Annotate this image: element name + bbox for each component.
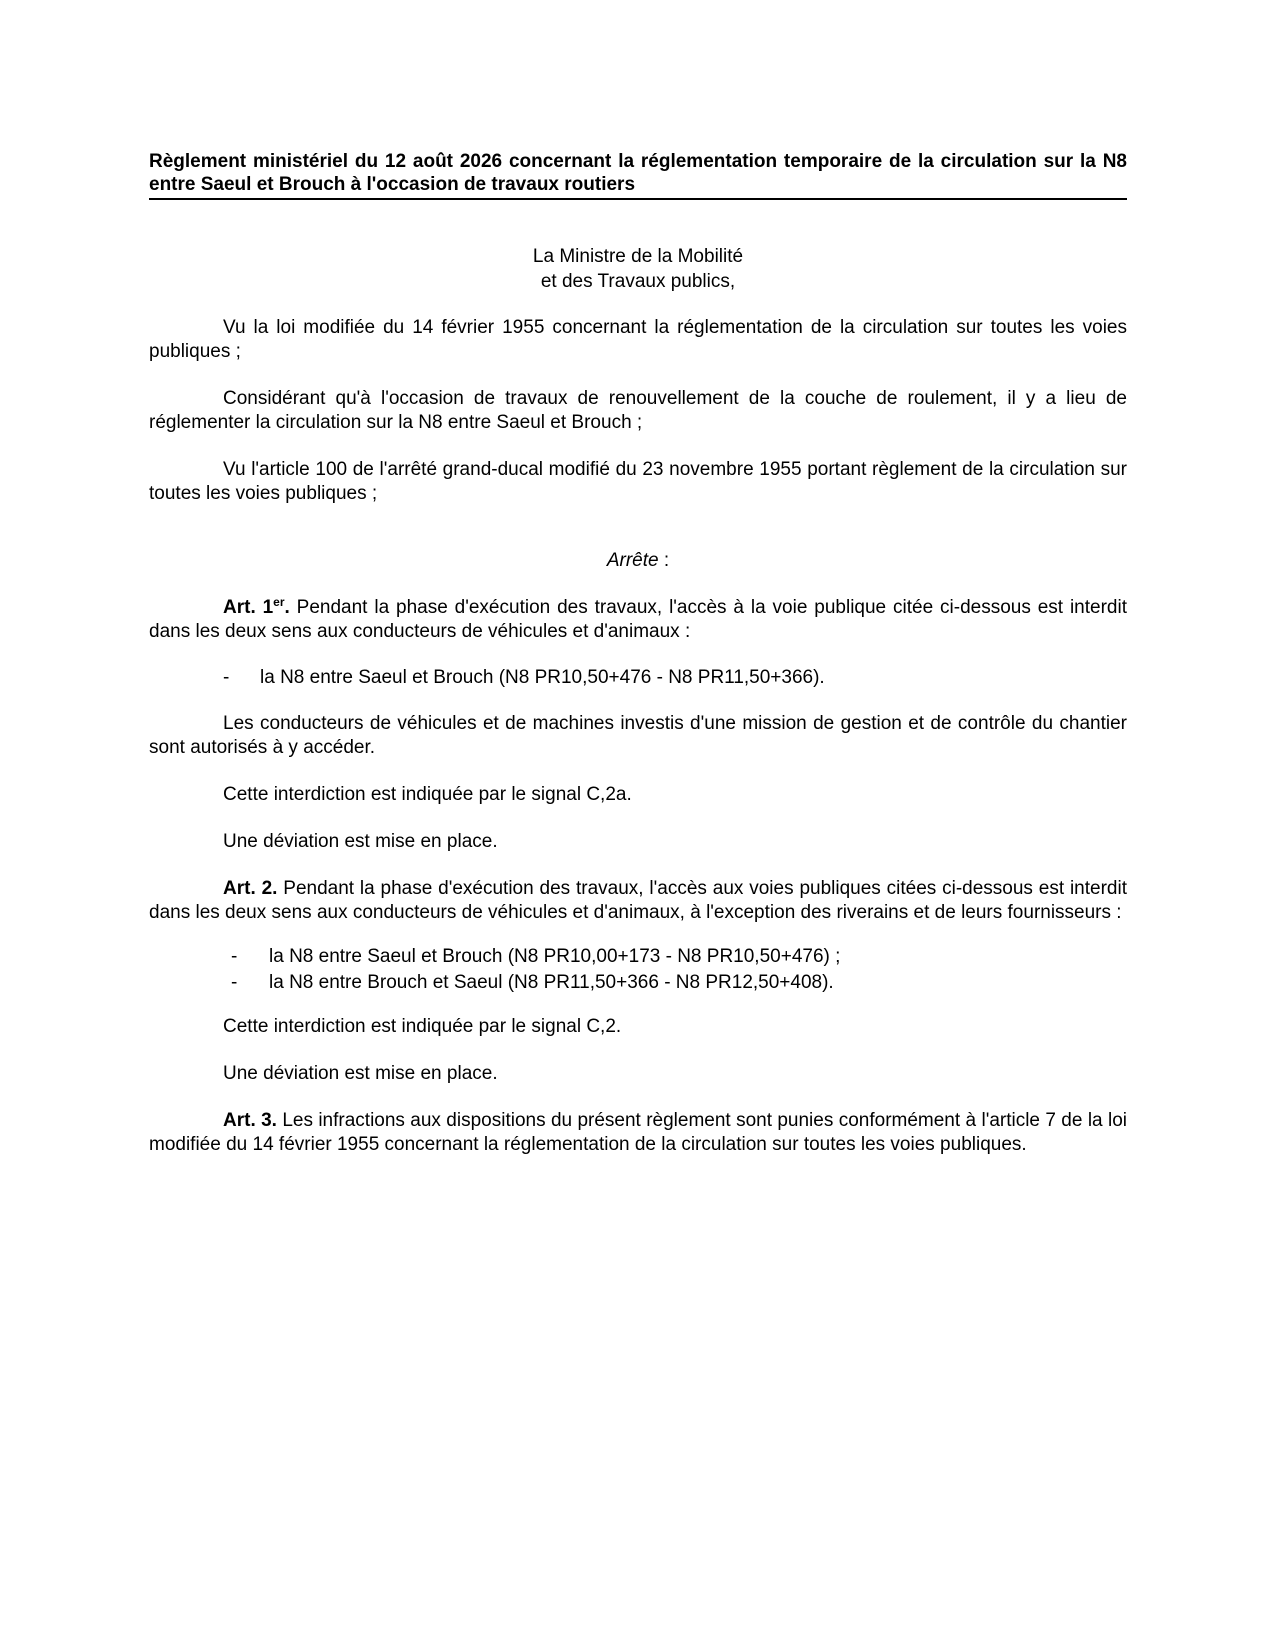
issuing-authority: [149, 244, 1127, 294]
article-1-label: Art. 1er.: [223, 595, 290, 618]
article-1-list: [149, 665, 1127, 691]
article-2-para-1: Cette interdiction est indiquée par le signal C,2.: [223, 1016, 622, 1037]
arrete-colon: :: [658, 550, 670, 571]
article-3-text: Les infractions aux dispositions du présent règlement sont punies conformément à l'article 7 de la loi modifiée du 14 février 1955 concernant la réglementation de la circulation sur toutes les voies publiques.: [149, 1110, 1127, 1155]
arrete-heading: [149, 549, 1127, 573]
article-2: [149, 877, 1127, 925]
article-2-para-2: Une déviation est mise en place.: [223, 1063, 498, 1084]
article-3-label: Art. 3.: [223, 1110, 277, 1131]
list-item: - la N8 entre Saeul et Brouch (N8 PR10,00+173 - N8 PR10,50+476) ;: [231, 946, 841, 967]
authority-line-2: et des Travaux publics,: [540, 271, 736, 292]
considerant-1: Vu la loi modifiée du 14 février 1955 concernant la réglementation de la circulation sur toutes les voies publiques ;: [149, 317, 1127, 362]
arrete-word: Arrête: [606, 550, 659, 571]
article-2-label: Art. 2.: [223, 878, 278, 899]
list-item: - la N8 entre Brouch et Saeul (N8 PR11,50+366 - N8 PR12,50+408).: [231, 972, 834, 993]
document-title: Règlement ministériel du 12 août 2026 concernant la réglementation temporaire de la circulation sur la N8 entre Saeul et Brouch à l'occasion de travaux routiers: [149, 150, 1127, 200]
authority-line-1: La Ministre de la Mobilité: [532, 246, 744, 267]
article-1-para-3: Une déviation est mise en place.: [223, 831, 498, 852]
considerant-3: Vu l'article 100 de l'arrêté grand-ducal modifié du 23 novembre 1955 portant règlement de la circulation sur toutes les voies publiques ;: [149, 459, 1127, 504]
article-2-text: Pendant la phase d'exécution des travaux, l'accès aux voies publiques citées ci-dessous est interdit dans les deux sens aux conducteurs de véhicules et d'animaux, à l'exception des riverains et de leurs fournisseurs :: [149, 878, 1127, 923]
article-2-list: [149, 944, 1127, 996]
list-item: - la N8 entre Saeul et Brouch (N8 PR10,50+476 - N8 PR11,50+366).: [223, 667, 825, 688]
article-1: [149, 596, 1127, 644]
considerant-2: Considérant qu'à l'occasion de travaux de renouvellement de la couche de roulement, il y a lieu de réglementer la circulation sur la N8 entre Saeul et Brouch ;: [149, 388, 1127, 433]
article-1-text: Pendant la phase d'exécution des travaux, l'accès à la voie publique citée ci-dessous est interdit dans les deux sens aux conducteurs de véhicules et d'animaux :: [149, 597, 1127, 642]
article-1-para-2: Cette interdiction est indiquée par le signal C,2a.: [223, 784, 632, 805]
article-1-para-1: Les conducteurs de véhicules et de machines investis d'une mission de gestion et de contrôle du chantier sont autorisés à y accéder.: [149, 713, 1127, 758]
document-page: [149, 150, 1127, 1157]
article-3: [149, 1109, 1127, 1157]
